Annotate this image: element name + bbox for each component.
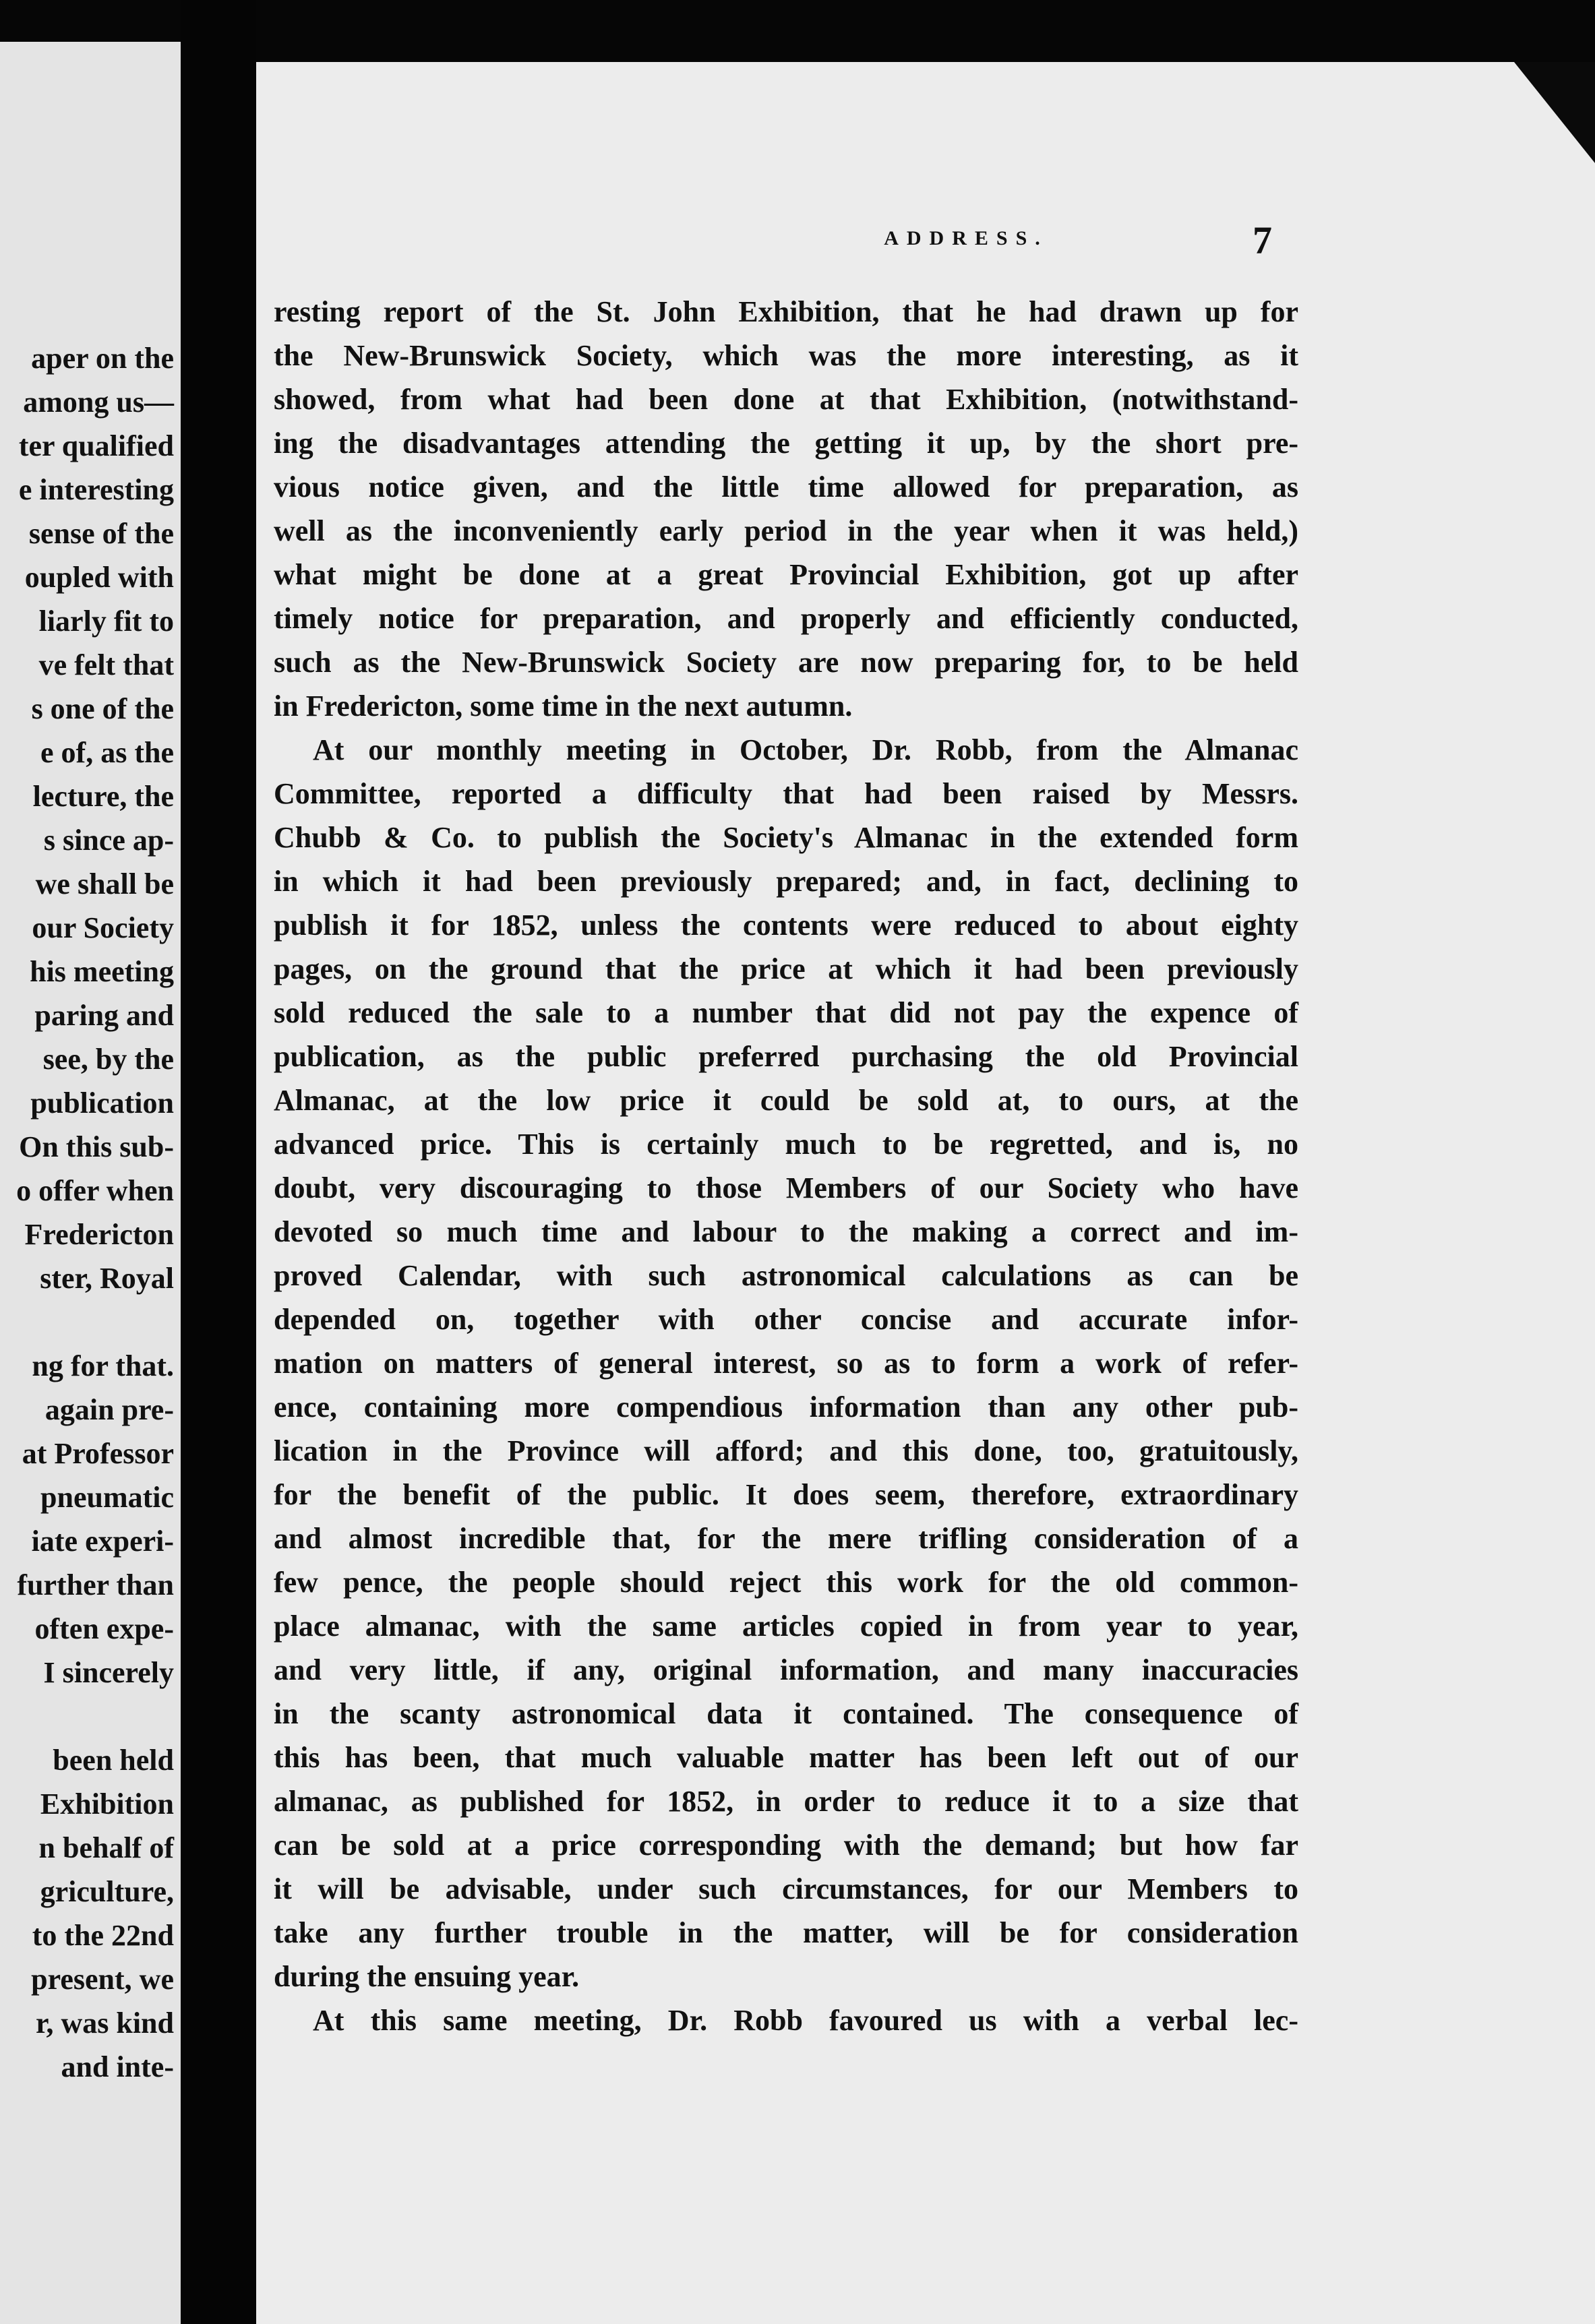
text-line: advanced price. This is certainly much to be regretted, and is, no: [274, 1128, 1298, 1161]
text-line: publication, as the public preferred purchasing the old Provincial: [274, 1040, 1298, 1073]
left-line: again pre-: [44, 1393, 174, 1426]
text-line: mation on matters of general interest, so as to form a work of refer-: [274, 1347, 1298, 1380]
text-line: Committee, reported a difficulty that had been raised by Messrs.: [274, 777, 1298, 810]
left-line: publication: [30, 1087, 174, 1120]
left-line: ter qualified: [18, 429, 174, 462]
left-line: o offer when: [16, 1174, 174, 1207]
left-line: oupled with: [24, 561, 174, 594]
text-line: ence, containing more compendious information than any other pub-: [274, 1390, 1298, 1424]
left-page: [0, 42, 181, 2324]
left-line: aper on the: [31, 342, 174, 375]
left-line: present, we: [31, 1963, 174, 1996]
text-line: Chubb & Co. to publish the Society's Almanac in the extended form: [274, 821, 1298, 854]
text-line: doubt, very discouraging to those Members of our Society who have: [274, 1171, 1298, 1204]
text-line: depended on, together with other concise and accurate infor-: [274, 1303, 1298, 1336]
folded-page-corner: [1514, 62, 1595, 163]
running-head: ADDRESS.: [884, 227, 1048, 249]
left-line: Exhibition: [40, 1787, 174, 1821]
left-line: see, by the: [42, 1043, 174, 1076]
text-line: and very little, if any, original information, and many inaccuracies: [274, 1653, 1298, 1686]
left-line: paring and: [34, 999, 174, 1032]
left-line: e of, as the: [40, 736, 174, 769]
text-line: in Fredericton, some time in the next autumn.: [274, 690, 853, 723]
left-line: e interesting: [18, 473, 174, 506]
text-line: almanac, as published for 1852, in order to reduce it to a size that: [274, 1785, 1298, 1818]
left-line: we shall be: [35, 867, 174, 900]
text-line: lication in the Province will afford; and this done, too, gratuitously,: [274, 1434, 1298, 1467]
left-line: and inte-: [61, 2050, 174, 2083]
text-line: take any further trouble in the matter, will be for consideration: [274, 1916, 1298, 1949]
text-line: during the ensuing year.: [274, 1960, 580, 1993]
page-header: [256, 218, 1595, 268]
text-line: devoted so much time and labour to the making a correct and im-: [274, 1215, 1298, 1248]
page-number: 7: [1253, 218, 1272, 262]
text-line: can be sold at a price corresponding with the demand; but how far: [274, 1829, 1298, 1862]
text-line: the New-Brunswick Society, which was the more interesting, as it: [274, 339, 1298, 372]
text-line: timely notice for preparation, and properly and efficiently conducted,: [274, 602, 1298, 635]
text-line: well as the inconveniently early period in the year when it was held,): [274, 514, 1298, 547]
left-line: among us—: [23, 386, 174, 419]
left-line: at Professor: [22, 1437, 174, 1470]
left-page-text: [0, 336, 174, 2089]
left-line: often expe-: [34, 1612, 174, 1645]
text-line: in the scanty astronomical data it contained. The consequence of: [274, 1697, 1298, 1730]
paragraph-start-line: At this same meeting, Dr. Robb favoured us with a verbal lec-: [313, 2004, 1298, 2037]
left-line: I sincerely: [43, 1656, 174, 1689]
left-line: n behalf of: [38, 1831, 174, 1864]
left-line: lecture, the: [32, 780, 174, 813]
text-line: Almanac, at the low price it could be sold at, to ours, at the: [274, 1084, 1298, 1117]
left-line: griculture,: [40, 1875, 174, 1908]
text-line: in which it had been previously prepared; and, in fact, declining to: [274, 865, 1298, 898]
body-text: [274, 290, 1298, 2042]
left-line: Fredericton: [24, 1218, 174, 1251]
text-line: place almanac, with the same articles copied in from year to year,: [274, 1610, 1298, 1643]
paragraph-start-line: At our monthly meeting in October, Dr. Robb, from the Almanac: [313, 733, 1298, 766]
left-line: iate experi-: [31, 1525, 174, 1558]
text-line: this has been, that much valuable matter has been left out of our: [274, 1741, 1298, 1774]
left-line: s since ap-: [43, 824, 174, 857]
text-line: sold reduced the sale to a number that did not pay the expence of: [274, 996, 1298, 1029]
text-line: such as the New-Brunswick Society are now preparing for, to be held: [274, 646, 1298, 679]
text-line: vious notice given, and the little time allowed for preparation, as: [274, 470, 1298, 503]
left-line: On this sub-: [19, 1130, 174, 1163]
left-line: pneumatic: [40, 1481, 174, 1514]
text-line: publish it for 1852, unless the contents were reduced to about eighty: [274, 909, 1298, 942]
text-line: it will be advisable, under such circumstances, for our Members to: [274, 1872, 1298, 1905]
left-line: r, was kind: [35, 2007, 174, 2040]
text-line: resting report of the St. John Exhibition, that he had drawn up for: [274, 295, 1298, 328]
text-line: showed, from what had been done at that Exhibition, (notwithstand-: [274, 383, 1298, 416]
left-line: s one of the: [31, 692, 174, 725]
text-line: and almost incredible that, for the mere trifling consideration of a: [274, 1522, 1298, 1555]
text-line: proved Calendar, with such astronomical calculations as can be: [274, 1259, 1298, 1292]
left-line: further than: [17, 1568, 174, 1601]
left-line: [0, 1694, 174, 1738]
left-line: liarly fit to: [38, 605, 174, 638]
text-line: for the benefit of the public. It does seem, therefore, extraordinary: [274, 1478, 1298, 1511]
left-line: sense of the: [28, 517, 174, 550]
right-page: [256, 62, 1595, 2324]
left-line: ng for that.: [32, 1349, 174, 1382]
book-gutter: [181, 0, 256, 2324]
left-line: his meeting: [30, 955, 174, 988]
left-line: [0, 1300, 174, 1344]
left-line: ster, Royal: [40, 1262, 174, 1295]
left-line: ve felt that: [38, 648, 174, 681]
text-line: few pence, the people should reject this work for the old common-: [274, 1566, 1298, 1599]
text-line: pages, on the ground that the price at which it had been previously: [274, 952, 1298, 985]
text-line: what might be done at a great Provincial Exhibition, got up after: [274, 558, 1298, 591]
left-line: been held: [53, 1744, 174, 1777]
text-line: ing the disadvantages attending the getting it up, by the short pre-: [274, 427, 1298, 460]
left-line: our Society: [32, 911, 174, 944]
left-line: to the 22nd: [32, 1919, 174, 1952]
